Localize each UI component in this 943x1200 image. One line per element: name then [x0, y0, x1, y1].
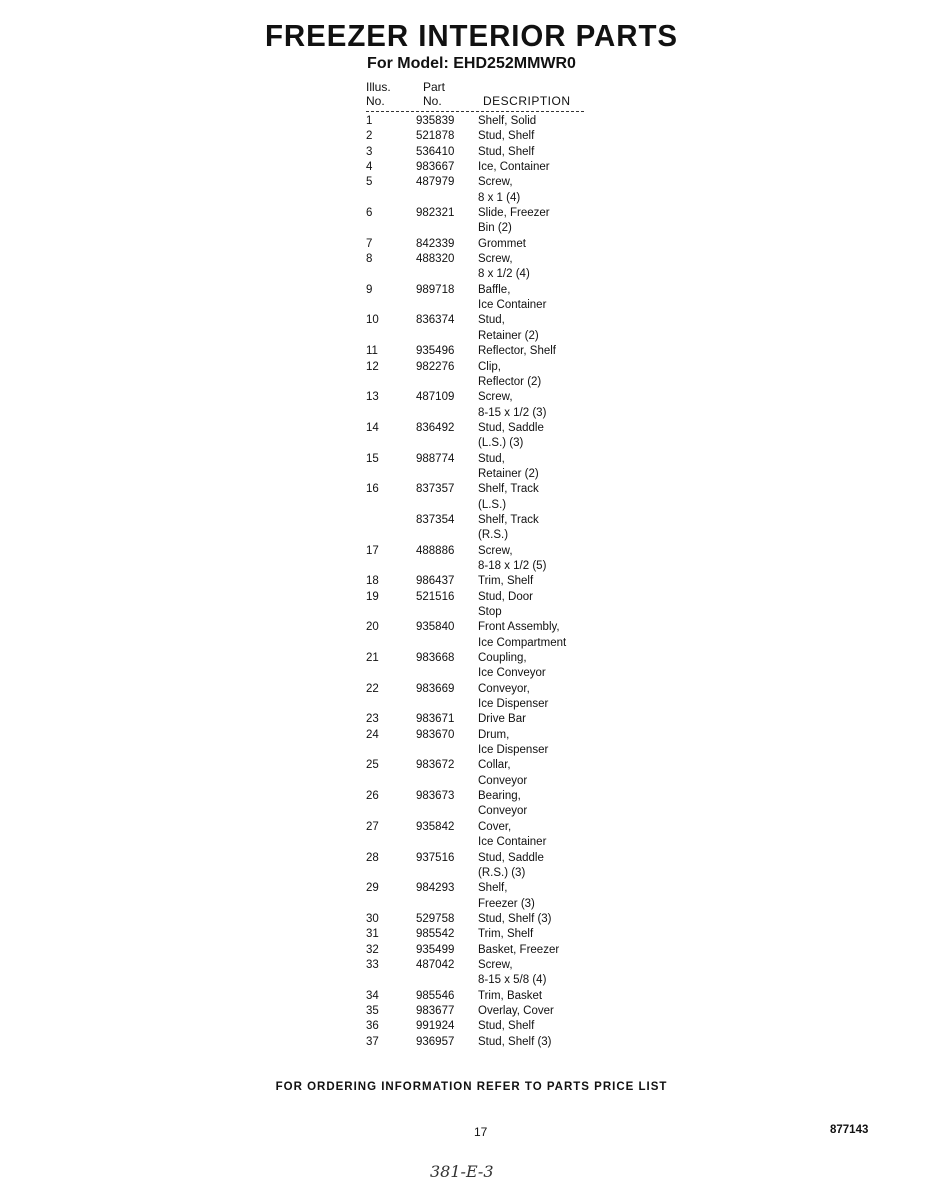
part-description	[478, 206, 626, 237]
table-row	[366, 283, 626, 314]
table-row	[366, 206, 626, 237]
part-no: 488320	[416, 253, 455, 266]
part-description	[478, 513, 626, 544]
part-no: 935499	[416, 943, 455, 956]
table-row	[366, 820, 626, 851]
page-number: 17	[474, 1125, 488, 1139]
description-line: Clip,	[478, 360, 502, 373]
description-line: Trim, Basket	[478, 989, 543, 1002]
illus-no: 28	[366, 851, 379, 864]
part-description	[478, 1004, 626, 1019]
description-line: Stud, Shelf (3)	[478, 912, 552, 925]
part-no: 991924	[416, 1020, 455, 1033]
description-line: (R.S.) (3)	[478, 866, 526, 879]
part-no: 487042	[416, 958, 455, 971]
description-line: Shelf,	[478, 882, 508, 895]
table-row	[366, 175, 626, 206]
part-no: 836492	[416, 421, 455, 434]
illus-no: 16	[366, 483, 379, 496]
illus-no: 9	[366, 283, 373, 296]
table-row	[366, 927, 626, 942]
description-line: Stud, Shelf	[478, 1020, 535, 1033]
description-line: Baffle,	[478, 283, 511, 296]
part-description	[478, 145, 626, 160]
description-line: Retainer (2)	[478, 329, 539, 342]
part-no: 983672	[416, 759, 455, 772]
description-line: Reflector (2)	[478, 375, 542, 388]
description-line: Stud, Shelf (3)	[478, 1035, 552, 1048]
description-line: Drive Bar	[478, 713, 526, 726]
table-row	[366, 851, 626, 882]
part-no: 982321	[416, 207, 455, 220]
part-no: 937516	[416, 851, 455, 864]
description-line: Conveyor	[478, 805, 528, 818]
part-description	[478, 344, 626, 359]
model-subtitle: For Model: EHD252MMWR0	[367, 55, 576, 72]
description-line: Screw,	[478, 176, 513, 189]
illus-no: 34	[366, 989, 379, 1002]
part-description	[478, 758, 626, 789]
part-no: 487109	[416, 391, 455, 404]
part-no: 529758	[416, 912, 455, 925]
illus-no: 27	[366, 820, 379, 833]
handwritten-note: 381-E-3	[430, 1162, 494, 1181]
table-row	[366, 145, 626, 160]
ordering-note: FOR ORDERING INFORMATION REFER TO PARTS PRICE LIST	[275, 1081, 668, 1093]
part-description	[478, 712, 626, 727]
description-line: Ice Container	[478, 299, 547, 312]
description-line: Coupling,	[478, 652, 527, 665]
description-line: Ice, Container	[478, 161, 550, 174]
illus-no: 6	[366, 207, 373, 220]
table-row	[366, 482, 626, 513]
table-row	[366, 160, 626, 175]
description-line: 8-18 x 1/2 (5)	[478, 559, 547, 572]
description-line: Shelf, Track	[478, 483, 539, 496]
description-line: Trim, Shelf	[478, 575, 534, 588]
description-line: Ice Conveyor	[478, 667, 546, 680]
table-row	[366, 344, 626, 359]
table-row	[366, 989, 626, 1004]
description-line: 8 x 1 (4)	[478, 191, 521, 204]
illus-no: 12	[366, 360, 379, 373]
description-line: (R.S.)	[478, 529, 509, 542]
part-no: 988774	[416, 452, 455, 465]
illus-no: 15	[366, 452, 379, 465]
part-no: 984293	[416, 882, 455, 895]
illus-no: 31	[366, 928, 379, 941]
description-line: Bearing,	[478, 790, 521, 803]
table-row	[366, 881, 626, 912]
part-description	[478, 160, 626, 175]
part-description	[478, 175, 626, 206]
part-description	[478, 943, 626, 958]
table-row	[366, 651, 626, 682]
part-no: 983677	[416, 1004, 455, 1017]
table-row	[366, 313, 626, 344]
part-no: 836374	[416, 314, 455, 327]
part-no: 983669	[416, 682, 455, 695]
description-line: (L.S.)	[478, 498, 507, 511]
table-row	[366, 237, 626, 252]
part-no: 983673	[416, 790, 455, 803]
part-no: 842339	[416, 237, 455, 250]
table-row	[366, 728, 626, 759]
illus-no-header: Illus. No.	[366, 80, 391, 108]
part-description	[478, 114, 626, 129]
table-row	[366, 452, 626, 483]
illus-no: 35	[366, 1004, 379, 1017]
table-row	[366, 590, 626, 621]
part-description	[478, 851, 626, 882]
description-line: Stud, Shelf	[478, 130, 535, 143]
part-description	[478, 1019, 626, 1034]
illus-no: 7	[366, 237, 373, 250]
illus-no: 22	[366, 682, 379, 695]
table-row	[366, 574, 626, 589]
illus-no: 14	[366, 421, 379, 434]
part-description	[478, 544, 626, 575]
part-description	[478, 360, 626, 391]
part-description	[478, 390, 626, 421]
part-description	[478, 452, 626, 483]
part-no: 983668	[416, 652, 455, 665]
part-description	[478, 1035, 626, 1050]
description-line: Conveyor,	[478, 682, 530, 695]
description-line: Ice Dispenser	[478, 744, 549, 757]
table-row	[366, 682, 626, 713]
description-line: Freezer (3)	[478, 897, 535, 910]
description-line: 8-15 x 5/8 (4)	[478, 974, 547, 987]
part-description	[478, 912, 626, 927]
part-description	[478, 651, 626, 682]
part-description	[478, 789, 626, 820]
illus-no: 13	[366, 391, 379, 404]
part-description	[478, 283, 626, 314]
description-line: Stud, Door	[478, 590, 533, 603]
part-no: 935840	[416, 621, 455, 634]
part-no: 521878	[416, 130, 455, 143]
description-line: Drum,	[478, 728, 510, 741]
part-description	[478, 252, 626, 283]
illus-no: 17	[366, 544, 379, 557]
header-divider	[366, 111, 584, 112]
illus-no: 32	[366, 943, 379, 956]
illus-no: 36	[366, 1020, 379, 1033]
document-code: 877143	[830, 1124, 869, 1136]
part-no: 488886	[416, 544, 455, 557]
part-description	[478, 820, 626, 851]
description-line: Screw,	[478, 958, 513, 971]
part-description	[478, 927, 626, 942]
part-no: 985542	[416, 928, 455, 941]
table-row	[366, 114, 626, 129]
table-row	[366, 513, 626, 544]
description-line: Slide, Freezer	[478, 207, 550, 220]
table-row	[366, 252, 626, 283]
part-description	[478, 620, 626, 651]
table-row	[366, 1035, 626, 1050]
part-no: 985546	[416, 989, 455, 1002]
table-row	[366, 789, 626, 820]
description-line: Stop	[478, 606, 502, 618]
part-description	[478, 682, 626, 713]
illus-no: 10	[366, 314, 379, 327]
table-row	[366, 758, 626, 789]
table-row	[366, 129, 626, 144]
illus-no: 24	[366, 728, 379, 741]
part-no: 983667	[416, 161, 455, 174]
description-line: 8 x 1/2 (4)	[478, 268, 530, 281]
parts-table	[366, 114, 626, 1050]
illus-no: 11	[366, 345, 378, 358]
part-no: 986437	[416, 575, 455, 588]
part-description	[478, 421, 626, 452]
part-no: 487979	[416, 176, 455, 189]
description-line: Bin (2)	[478, 222, 512, 235]
part-description	[478, 881, 626, 912]
page-title: FREEZER INTERIOR PARTS	[264, 18, 679, 53]
part-description	[478, 574, 626, 589]
table-row	[366, 1019, 626, 1034]
part-no: 983670	[416, 728, 455, 741]
illus-no: 20	[366, 621, 379, 634]
part-no: 935496	[416, 345, 455, 358]
illus-no: 33	[366, 958, 379, 971]
table-row	[366, 360, 626, 391]
part-description	[478, 237, 626, 252]
illus-no: 18	[366, 575, 379, 588]
part-description	[478, 313, 626, 344]
description-line: Retainer (2)	[478, 467, 539, 480]
description-line: Reflector, Shelf	[478, 345, 556, 358]
description-line: Ice Container	[478, 836, 547, 849]
description-line: Stud,	[478, 314, 505, 327]
description-line: Conveyor	[478, 774, 528, 787]
description-line: Screw,	[478, 253, 513, 266]
part-no: 989718	[416, 283, 455, 296]
description-line: Ice Dispenser	[478, 698, 549, 711]
description-header: DESCRIPTION	[483, 94, 571, 108]
table-row	[366, 958, 626, 989]
description-line: Ice Compartment	[478, 636, 567, 649]
description-line: Shelf, Track	[478, 513, 539, 526]
table-row	[366, 620, 626, 651]
illus-no: 26	[366, 790, 379, 803]
part-no-header: Part No.	[423, 80, 446, 108]
description-line: 8-15 x 1/2 (3)	[478, 406, 547, 419]
part-no: 536410	[416, 145, 455, 158]
description-line: Front Assembly,	[478, 621, 560, 634]
description-line: Shelf, Solid	[478, 115, 537, 127]
description-line: (L.S.) (3)	[478, 437, 524, 450]
table-row	[366, 421, 626, 452]
part-description	[478, 590, 626, 621]
description-line: Overlay, Cover	[478, 1004, 554, 1017]
table-row	[366, 390, 626, 421]
description-line: Basket, Freezer	[478, 943, 560, 956]
table-row	[366, 712, 626, 727]
description-line: Screw,	[478, 391, 513, 404]
illus-no: 5	[366, 176, 373, 189]
illus-no: 3	[366, 145, 373, 158]
part-description	[478, 482, 626, 513]
illus-no: 23	[366, 713, 379, 726]
part-no: 983671	[416, 713, 455, 726]
part-no: 935839	[416, 115, 455, 127]
part-description	[478, 958, 626, 989]
illus-no: 30	[366, 912, 379, 925]
part-no: 837354	[416, 513, 455, 526]
description-line: Stud, Shelf	[478, 145, 535, 158]
table-row	[366, 1004, 626, 1019]
illus-no: 21	[366, 652, 379, 665]
description-line: Stud,	[478, 452, 505, 465]
illus-no: 25	[366, 759, 379, 772]
part-no: 982276	[416, 360, 455, 373]
illus-no: 37	[366, 1035, 379, 1048]
part-no: 837357	[416, 483, 455, 496]
description-line: Stud, Saddle	[478, 851, 544, 864]
description-line: Grommet	[478, 237, 526, 250]
part-no: 521516	[416, 590, 455, 603]
illus-no: 4	[366, 161, 373, 174]
description-line: Trim, Shelf	[478, 928, 534, 941]
illus-no: 2	[366, 130, 373, 143]
illus-no: 19	[366, 590, 379, 603]
table-row	[366, 912, 626, 927]
part-description	[478, 129, 626, 144]
part-no: 935842	[416, 820, 455, 833]
description-line: Stud, Saddle	[478, 421, 544, 434]
part-description	[478, 989, 626, 1004]
illus-no: 8	[366, 253, 373, 266]
illus-no: 29	[366, 882, 379, 895]
illus-no: 1	[366, 115, 373, 127]
description-line: Collar,	[478, 759, 511, 772]
part-no: 936957	[416, 1035, 455, 1048]
table-row	[366, 943, 626, 958]
description-line: Cover,	[478, 820, 512, 833]
table-row	[366, 544, 626, 575]
description-line: Screw,	[478, 544, 513, 557]
part-description	[478, 728, 626, 759]
